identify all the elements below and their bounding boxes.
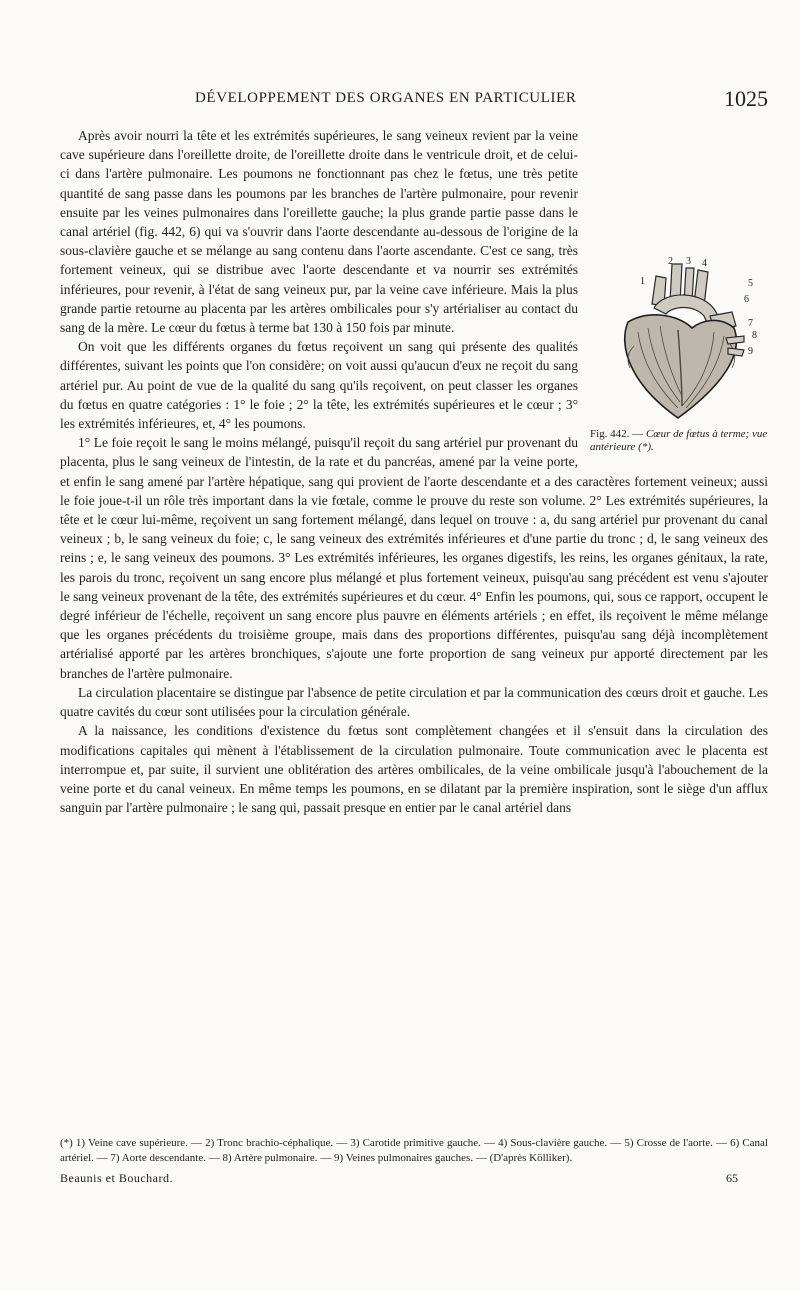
- body-text: [60, 126, 768, 817]
- figure-label-9: 9: [748, 346, 753, 357]
- pulmonary-vein-shape: [726, 336, 744, 344]
- footer-signature: 65: [726, 1171, 738, 1185]
- figure-label-6: 6: [744, 294, 749, 305]
- running-header: [60, 86, 768, 114]
- figure-label-3: 3: [686, 256, 691, 267]
- footer-authors: Beaunis et Bouchard.: [60, 1171, 173, 1185]
- pulmonary-vein-shape-2: [728, 348, 744, 356]
- figure-label-2: 2: [668, 256, 673, 267]
- running-title: DÉVELOPPEMENT DES ORGANES EN PARTICULIER: [195, 90, 577, 106]
- figure-caption-number: Fig. 442. —: [590, 428, 644, 440]
- paragraph-1: Après avoir nourri la tête et les extrémités supérieures, le sang veineux revient par la veine cave supérieure dans l'oreillette droite, de l'oreillette droite dans le ventricule droit, et de celui-ci dans l'artère pulmonaire. Les poumons ne fonctionnant pas chez le fœtus, une très petite quantité de sang passe dans les poumons par les branches de l'artère pulmonaire, pour revenir ensuite par les veines pulmonaires dans l'oreillette gauche; la plus grande partie passe dans le canal artériel (fig. 442, 6) qui va s'ouvrir dans l'aorte descendante au-dessous de l'origine de la sous-clavière gauche et se mélange au sang contenu dans l'aorte ascendante. C'est ce sang, très fortement veineux, qui se distribue avec l'aorte descendante et va nourrir ses extrémités inférieures, pour revenir, à l'état de sang veineux pur, par la veine cave inférieure. Mais la plus grande partie retourne au placenta par les artères ombilicales pour s'y artérialiser au contact du sang de la mère. Le cœur du fœtus à terme bat 130 à 150 fois par minute.: [60, 128, 578, 336]
- page-number: 1025: [724, 86, 768, 111]
- figure-label-4: 4: [702, 258, 707, 269]
- figure-label-1: 1: [640, 276, 645, 287]
- fetal-heart-illustration: [594, 256, 764, 426]
- paragraph-3: 1° Le foie reçoit le sang le moins mélangé, puisqu'il reçoit du sang artériel pur provenant du placenta, plus le sang veineux de l'intestin, de la rate et du pancréas, amené par la veine porte, et enfin le sang amené par l'artère hépatique, sang qui provient de l'aorte descendante et a des caractères fortement veineux; aussi le foie joue-t-il un rôle très important dans la vie fœtale, comme le prouve du reste son volume. 2° Les extrémités supérieures, la tête et le cœur lui-même, reçoivent un sang fortement mélangé, dans lequel on trouve : a, du sang artériel pur provenant du canal veineux ; b, le sang veineux du foie; c, le sang veineux des extrémités inférieures et d'une partie du tronc ; d, le sang veineux des reins ; e, le sang veineux des poumons. 3° Les extrémités inférieures, les organes digestifs, les reins, les organes génitaux, la rate, les parois du tronc, reçoivent un sang encore plus mélangé et plus fortement veineux, puisqu'au sang précédent est venu s'ajouter le sang veineux provenant de la tête, des extrémités supérieures et du cœur. 4° Enfin les poumons, qui, sous ce rapport, occupent le degré inférieur de l'échelle, reçoivent un sang encore plus pauvre en éléments artériels ; en effet, ils reçoivent le même mélange que les organes précédents du troisième groupe, mais dans des proportions différentes, puisqu'au sang déjà incomplètement artérialisé apporté par les artères bronchiques, s'ajoute une forte proportion de sang veineux pur apporté directement par les branches de l'artère pulmonaire.: [60, 435, 768, 681]
- paragraph-2: On voit que les différents organes du fœtus reçoivent un sang qui présente des qualités différentes, suivant les points que l'on considère; on voit aussi qu'aucun d'eux ne reçoit du sang artériel pur. Au point de vue de la qualité du sang qu'ils reçoivent, on peut classer les organes du fœtus en quatre catégories : 1° le foie ; 2° la tête, les extrémités supérieures et le cœur ; 3° les extrémités inférieures, et, 4° les poumons.: [60, 339, 578, 432]
- page-footer: [60, 1171, 768, 1189]
- figure-442: [590, 256, 768, 454]
- figure-caption: [590, 428, 768, 454]
- figure-label-7: 7: [748, 318, 753, 329]
- figure-label-5: 5: [748, 278, 753, 289]
- paragraph-5: A la naissance, les conditions d'existence du fœtus sont complètement changées et il s'ensuit dans la circulation des modifications capitales qui mènent à l'établissement de la circulation pulmonaire. Toute communication avec le placenta est interrompue et, par suite, il survient une oblitération des artères ombilicales, de la veine ombilicale jusqu'à l'abouchement de la veine porte et du canal veineux. En même temps les poumons, en se dilatant par la première inspiration, sont le siège d'un afflux sanguin par l'artère pulmonaire ; le sang qui, passait presque en entier par le canal artériel dans: [60, 723, 768, 816]
- figure-caption-text: Cœur de fœtus à terme; vue antérieure (*).: [590, 428, 768, 453]
- figure-label-8: 8: [752, 330, 757, 341]
- footnote: (*) 1) Veine cave supérieure. — 2) Tronc brachio-céphalique. — 3) Carotide primitive gauche. — 4) Sous-clavière gauche. — 5) Crosse de l'aorte. — 6) Canal artériel. — 7) Aorte descendante. — 8) Artère pulmonaire. — 9) Veines pulmonaires gauches. — (D'après Kölliker).: [60, 1137, 768, 1164]
- paragraph-4: La circulation placentaire se distingue par l'absence de petite circulation et par la communication des cœurs droit et gauche. Les quatre cavités du cœur sont utilisées pour la circulation générale.: [60, 684, 768, 720]
